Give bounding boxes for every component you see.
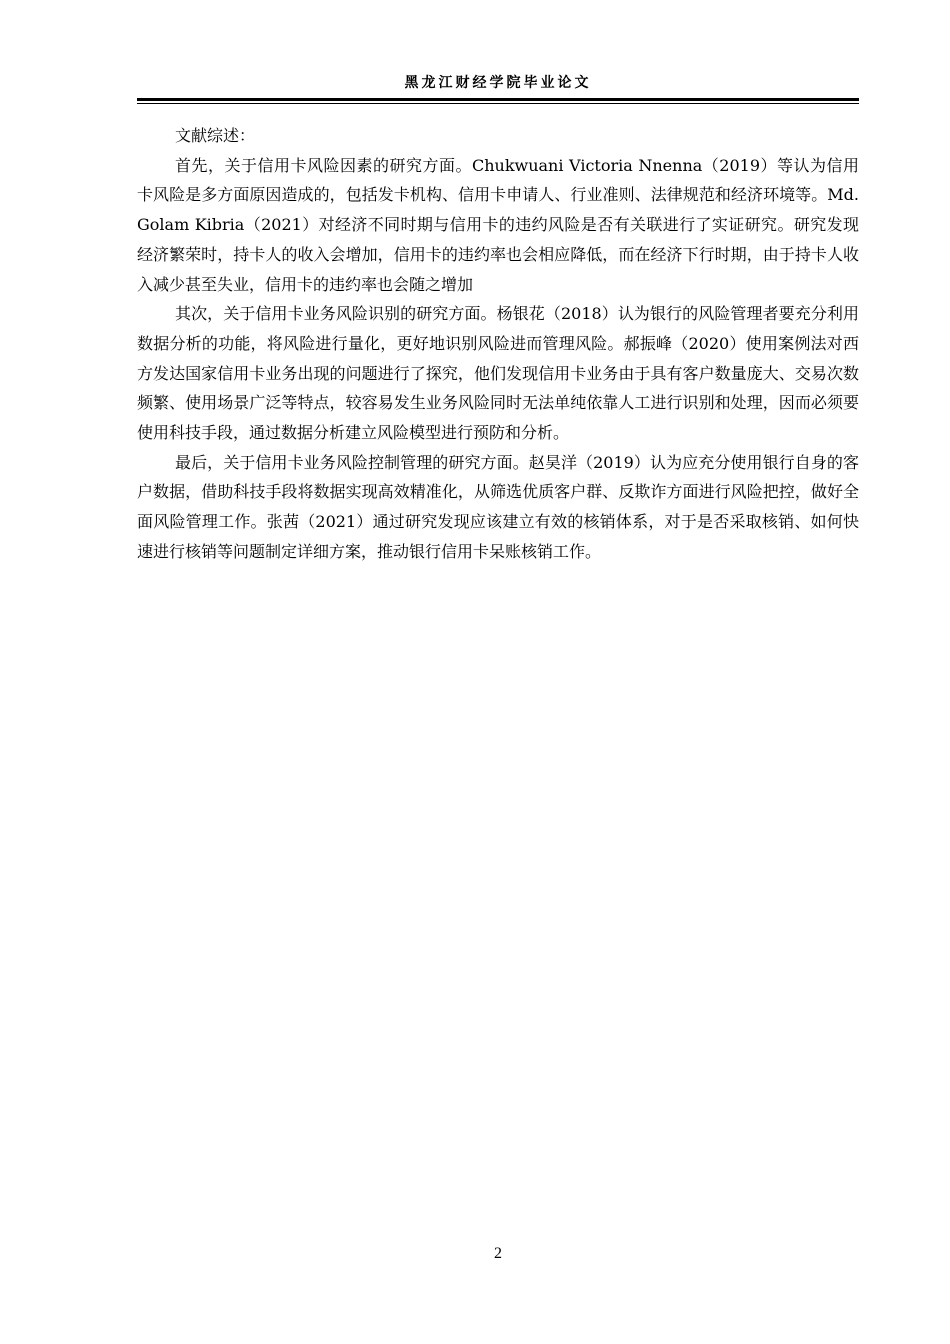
header-title: 黑龙江财经学院毕业论文 (404, 75, 592, 91)
paragraph-risk-factors: 首先，关于信用卡风险因素的研究方面。Chukwuani Victoria Nnenna（2019）等认为信用卡风险是多方面原因造成的，包括发卡机构、信用卡申请人、行业准则、法律规范和经济环境等。Md.Golam Kibria（2021）对经济不同时期与信用卡的违约风险是否有关联进行了实证研究。研究发现经济繁荣时，持卡人的收入会增加，信用卡的违约率也会相应降低，而在经济下行时期，由于持卡人收入减少甚至失业，信用卡的违约率也会随之增加 (137, 155, 859, 294)
header-rule-thin (137, 103, 859, 104)
paragraph-risk-identification: 其次，关于信用卡业务风险识别的研究方面。杨银花（2018）认为银行的风险管理者要充分利用数据分析的功能，将风险进行量化，更好地识别风险进而管理风险。郝振峰（2020）使用案例法对西方发达国家信用卡业务出现的问题进行了探究，他们发现信用卡业务由于具有客户数量庞大、交易次数频繁、使用场景广泛等特点，较容易发生业务风险同时无法单纯依靠人工进行识别和处理，因而必须要使用科技手段，通过数据分析建立风险模型进行预防和分析。 (137, 304, 859, 443)
section-label: 文献综述： (175, 126, 256, 145)
document-body (137, 121, 859, 567)
header-rule-thick (137, 98, 859, 101)
page-number: 2 (494, 1245, 502, 1262)
page-header (137, 72, 859, 94)
paragraph-risk-control: 最后，关于信用卡业务风险控制管理的研究方面。赵昊洋（2019）认为应充分使用银行自身的客户数据，借助科技手段将数据实现高效精准化，从筛选优质客户群、反欺诈方面进行风险把控，做好全面风险管理工作。张茜（2021）通过研究发现应该建立有效的核销体系，对于是否采取核销、如何快速进行核销等问题制定详细方案，推动银行信用卡呆账核销工作。 (137, 452, 859, 561)
